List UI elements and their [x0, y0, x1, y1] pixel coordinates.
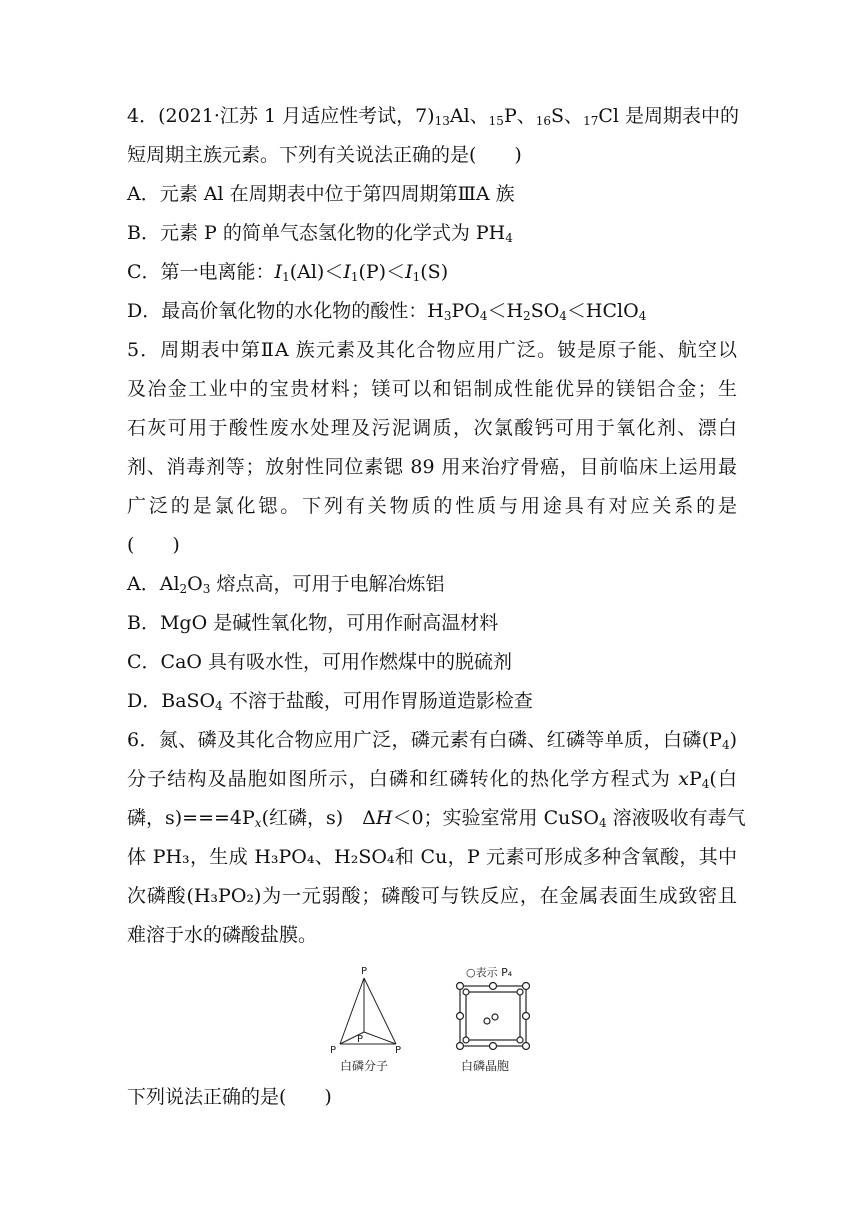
q6-line-2: 分子结构及晶胞如图所示，白磷和红磷转化的热化学方程式为 $xP_4$(白 [127, 768, 737, 791]
q5-option-c: C．CaO 具有吸水性，可用作燃煤中的脱硫剂 [127, 651, 513, 673]
q5-option-b: B．MgO 是碱性氧化物，可用作耐高温材料 [127, 612, 499, 634]
atom-label-p-right: P [395, 1045, 402, 1056]
q5-option-d: D．BaSO$_4$ 不溶于盐酸，可用作胃肠道造影检查 [127, 690, 533, 713]
atom-label-p-left: P [330, 1045, 337, 1056]
white-phosphorus-molecule-diagram [340, 978, 396, 1044]
q5-line-1: 5．周期表中第ⅡA 族元素及其化合物应用广泛。铍是原子能、航空以 [127, 339, 737, 361]
q6-line-5: 次磷酸(H₃PO₂)为一元弱酸；磷酸可与铁反应，在金属表面生成致密且 [127, 885, 737, 907]
q5-line-5: 广泛的是氯化锶。下列有关物质的性质与用途具有对应关系的是 [127, 495, 737, 517]
q4-option-c: C．第一电离能：$I_1(Al)<I_1(P)<I_1(S)$ [127, 261, 449, 284]
atom-label-p-top: P [361, 966, 368, 977]
q4-option-b: B．元素 P 的简单气态氢化物的化学式为 $PH_4$ [127, 222, 513, 245]
q6-line-3: 磷，$s)===4P_x$(红磷，s) ΔH＜0；实验室常用 CuSO$_4$ 溶液吸收有毒气 [127, 807, 746, 830]
white-phosphorus-unit-cell [457, 983, 530, 1050]
q5-line-4: 剂、消毒剂等；放射性同位素锶 89 用来治疗骨癌，目前临床上运用最 [127, 456, 737, 478]
q4-line-2: 短周期主族元素。下列有关说法正确的是( ) [127, 144, 522, 166]
q6-line-6: 难溶于水的磷酸盐膜。 [127, 924, 318, 946]
q5-option-a: A．$Al_2O_3$ 熔点高，可用于电解冶炼铝 [127, 573, 445, 596]
q6-line-1: 6．氮、磷及其化合物应用广泛，磷元素有白磷、红磷等单质，白磷$(P_4)$ [127, 729, 737, 752]
unit-cell-caption: 白磷晶胞 [461, 1059, 510, 1073]
q6-question-prompt: 下列说法正确的是( ) [127, 1086, 332, 1108]
q5-line-3: 石灰可用于酸性废水处理及污泥调质，次氯酸钙可用于氧化剂、漂白 [127, 417, 737, 439]
q5-line-6: ( ) [127, 534, 180, 556]
q4-line-1: 4．(2021·江苏 1 月适应性考试，$7)_{13}Al$、$_{15}$P、$_{16}$S、$_{17}$Cl 是周期表中的 [127, 105, 740, 128]
atom-label-p-center: P [357, 1034, 364, 1045]
q4-option-a: A．元素 Al 在周期表中位于第四周期第ⅢA 族 [127, 183, 515, 205]
molecule-caption: 白磷分子 [340, 1059, 389, 1073]
q5-line-2: 及冶金工业中的宝贵材料；镁可以和铝制成性能优异的镁铝合金；生 [127, 378, 737, 400]
q4-option-d: D．最高价氧化物的水化物的酸性：$H_3PO_4<H_2SO_4<HClO_4$ [127, 300, 647, 323]
q6-line-4: 体 PH₃，生成 H₃PO₄、H₂SO₄和 Cu，P 元素可形成多种含氧酸，其中 [127, 846, 737, 868]
figure-legend: ○表示 P₄ [466, 966, 513, 979]
white-phosphorus-figure [330, 962, 530, 1074]
